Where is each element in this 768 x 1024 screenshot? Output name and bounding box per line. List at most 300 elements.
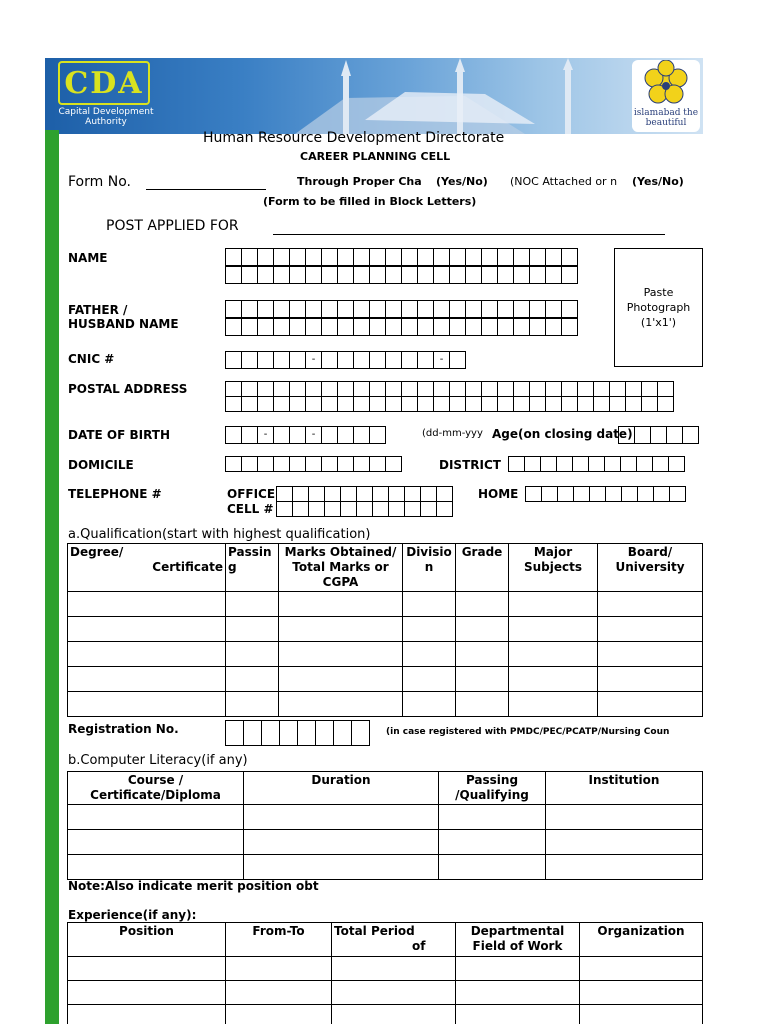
letter-box[interactable] — [449, 318, 466, 336]
letter-box[interactable] — [321, 456, 338, 472]
letter-box[interactable] — [257, 381, 274, 397]
letter-box[interactable] — [588, 456, 605, 472]
letter-box[interactable] — [273, 266, 290, 284]
age-boxes[interactable] — [618, 426, 699, 444]
letter-box[interactable] — [572, 456, 589, 472]
letter-box[interactable] — [241, 266, 258, 284]
letter-box[interactable] — [276, 486, 293, 502]
letter-box[interactable] — [353, 318, 370, 336]
table-cell[interactable] — [403, 617, 456, 642]
photo-box[interactable] — [614, 248, 703, 367]
letter-box[interactable] — [417, 318, 434, 336]
table-cell[interactable] — [598, 692, 703, 717]
table-cell[interactable] — [68, 667, 226, 692]
table-cell[interactable] — [580, 1005, 703, 1024]
letter-box[interactable] — [321, 300, 338, 318]
table-cell[interactable] — [226, 592, 279, 617]
table-cell[interactable] — [68, 957, 226, 981]
letter-box[interactable] — [241, 300, 258, 318]
letter-box[interactable] — [353, 351, 370, 369]
letter-box[interactable] — [337, 381, 354, 397]
letter-box[interactable] — [449, 248, 466, 266]
letter-box[interactable] — [273, 456, 290, 472]
letter-box[interactable] — [637, 486, 654, 502]
letter-box[interactable] — [561, 248, 578, 266]
letter-box[interactable] — [369, 248, 386, 266]
letter-box[interactable] — [273, 300, 290, 318]
letter-box[interactable] — [225, 456, 242, 472]
letter-box[interactable] — [353, 266, 370, 284]
table-cell[interactable] — [332, 981, 456, 1005]
name-boxes-row-2[interactable] — [225, 266, 578, 284]
table-cell[interactable] — [279, 667, 403, 692]
letter-box[interactable] — [449, 351, 466, 369]
letter-box[interactable] — [369, 396, 386, 412]
letter-box[interactable] — [620, 456, 637, 472]
letter-box[interactable] — [634, 426, 651, 444]
letter-box[interactable] — [308, 501, 325, 517]
father-boxes-row-1[interactable] — [225, 300, 578, 318]
letter-box[interactable] — [289, 456, 306, 472]
letter-box[interactable] — [241, 351, 258, 369]
table-cell[interactable] — [509, 642, 598, 667]
table-cell[interactable] — [226, 642, 279, 667]
letter-box[interactable] — [540, 456, 557, 472]
letter-box[interactable] — [337, 248, 354, 266]
table-cell[interactable] — [546, 830, 703, 855]
table-cell[interactable] — [456, 981, 580, 1005]
letter-box[interactable] — [353, 396, 370, 412]
letter-box[interactable] — [321, 318, 338, 336]
letter-box[interactable] — [513, 318, 530, 336]
table-cell[interactable] — [580, 981, 703, 1005]
letter-box[interactable] — [636, 456, 653, 472]
table-cell[interactable] — [546, 855, 703, 880]
letter-box[interactable] — [225, 720, 244, 746]
letter-box[interactable] — [305, 266, 322, 284]
letter-box[interactable] — [449, 300, 466, 318]
letter-box[interactable] — [337, 396, 354, 412]
table-cell[interactable] — [439, 855, 546, 880]
letter-box[interactable] — [404, 486, 421, 502]
table-cell[interactable] — [68, 642, 226, 667]
letter-box[interactable] — [481, 396, 498, 412]
letter-box[interactable] — [388, 486, 405, 502]
table-cell[interactable] — [598, 617, 703, 642]
letter-box[interactable] — [513, 381, 530, 397]
letter-box[interactable] — [372, 501, 389, 517]
letter-box[interactable] — [225, 248, 242, 266]
letter-box[interactable] — [372, 486, 389, 502]
letter-box[interactable] — [276, 501, 293, 517]
letter-box[interactable] — [497, 396, 514, 412]
letter-box[interactable] — [481, 318, 498, 336]
table-cell[interactable] — [68, 1005, 226, 1024]
table-cell[interactable] — [279, 617, 403, 642]
table-cell[interactable] — [509, 592, 598, 617]
letter-box[interactable] — [433, 248, 450, 266]
letter-box[interactable] — [433, 318, 450, 336]
registration-boxes[interactable] — [225, 720, 370, 746]
letter-box[interactable] — [420, 486, 437, 502]
table-cell[interactable] — [332, 957, 456, 981]
letter-box[interactable] — [604, 456, 621, 472]
letter-box[interactable] — [529, 381, 546, 397]
table-cell[interactable] — [332, 1005, 456, 1024]
letter-box[interactable] — [297, 720, 316, 746]
letter-box[interactable] — [353, 248, 370, 266]
letter-box[interactable] — [433, 266, 450, 284]
letter-box[interactable] — [401, 266, 418, 284]
letter-box[interactable] — [257, 248, 274, 266]
letter-box[interactable] — [561, 266, 578, 284]
letter-box[interactable] — [351, 720, 370, 746]
table-cell[interactable] — [403, 667, 456, 692]
letter-box[interactable] — [279, 720, 298, 746]
letter-box[interactable] — [417, 351, 434, 369]
letter-box[interactable] — [388, 501, 405, 517]
letter-box[interactable] — [433, 381, 450, 397]
table-cell[interactable] — [226, 692, 279, 717]
table-cell[interactable] — [456, 642, 509, 667]
letter-box[interactable] — [545, 381, 562, 397]
letter-box[interactable] — [241, 381, 258, 397]
letter-box[interactable] — [308, 486, 325, 502]
letter-box[interactable] — [465, 266, 482, 284]
letter-box[interactable] — [337, 456, 354, 472]
letter-box[interactable] — [257, 456, 274, 472]
letter-box[interactable] — [225, 396, 242, 412]
letter-box[interactable] — [417, 396, 434, 412]
table-cell[interactable] — [403, 642, 456, 667]
letter-box[interactable] — [561, 381, 578, 397]
letter-box[interactable] — [609, 396, 626, 412]
letter-box[interactable] — [385, 456, 402, 472]
letter-box[interactable] — [385, 248, 402, 266]
table-cell[interactable] — [244, 830, 439, 855]
letter-box[interactable] — [333, 720, 352, 746]
letter-box[interactable] — [292, 486, 309, 502]
table-cell[interactable] — [403, 592, 456, 617]
letter-box[interactable] — [529, 396, 546, 412]
domicile-boxes[interactable] — [225, 456, 402, 472]
table-cell[interactable] — [546, 805, 703, 830]
letter-box[interactable] — [449, 266, 466, 284]
letter-box[interactable] — [420, 501, 437, 517]
letter-box[interactable] — [417, 381, 434, 397]
letter-box[interactable] — [497, 318, 514, 336]
table-cell[interactable] — [598, 642, 703, 667]
letter-box[interactable] — [668, 456, 685, 472]
letter-box[interactable] — [337, 266, 354, 284]
letter-box[interactable] — [417, 300, 434, 318]
letter-box[interactable] — [561, 300, 578, 318]
letter-box[interactable] — [289, 396, 306, 412]
letter-box[interactable] — [340, 486, 357, 502]
letter-box[interactable] — [257, 300, 274, 318]
postal-boxes-row-1[interactable] — [225, 381, 674, 397]
table-cell[interactable] — [244, 805, 439, 830]
letter-box[interactable] — [669, 486, 686, 502]
table-cell[interactable] — [598, 592, 703, 617]
letter-box[interactable] — [305, 381, 322, 397]
letter-box[interactable] — [292, 501, 309, 517]
table-cell[interactable] — [279, 642, 403, 667]
letter-box[interactable] — [577, 396, 594, 412]
letter-box[interactable] — [557, 486, 574, 502]
letter-box[interactable] — [650, 426, 667, 444]
letter-box[interactable] — [556, 456, 573, 472]
letter-box[interactable] — [241, 456, 258, 472]
letter-box[interactable] — [481, 381, 498, 397]
letter-box[interactable] — [401, 300, 418, 318]
letter-box[interactable] — [225, 381, 242, 397]
letter-box[interactable] — [324, 501, 341, 517]
letter-box[interactable] — [609, 381, 626, 397]
letter-box[interactable] — [497, 300, 514, 318]
table-cell[interactable] — [244, 855, 439, 880]
letter-box[interactable] — [449, 396, 466, 412]
letter-box[interactable] — [497, 248, 514, 266]
letter-box[interactable] — [337, 426, 354, 444]
letter-box[interactable] — [545, 266, 562, 284]
table-cell[interactable] — [68, 830, 244, 855]
letter-box[interactable] — [541, 486, 558, 502]
letter-box[interactable] — [525, 486, 542, 502]
table-cell[interactable] — [456, 1005, 580, 1024]
letter-box[interactable] — [433, 300, 450, 318]
letter-box[interactable] — [273, 381, 290, 397]
letter-box[interactable] — [385, 396, 402, 412]
letter-box[interactable] — [589, 486, 606, 502]
table-cell[interactable] — [226, 957, 332, 981]
form-no-field[interactable] — [146, 174, 266, 190]
table-cell[interactable] — [439, 805, 546, 830]
letter-box[interactable] — [353, 456, 370, 472]
table-cell[interactable] — [68, 692, 226, 717]
cnic-boxes[interactable] — [225, 351, 466, 369]
letter-box[interactable] — [385, 318, 402, 336]
cell-boxes[interactable] — [276, 501, 453, 517]
table-cell[interactable] — [68, 805, 244, 830]
letter-box[interactable] — [289, 318, 306, 336]
letter-box[interactable] — [653, 486, 670, 502]
letter-box[interactable] — [436, 486, 453, 502]
letter-box[interactable] — [305, 456, 322, 472]
letter-box[interactable] — [225, 426, 242, 444]
letter-box[interactable] — [385, 351, 402, 369]
letter-box[interactable] — [577, 381, 594, 397]
table-cell[interactable] — [456, 692, 509, 717]
dash-box[interactable]: - — [433, 351, 450, 369]
letter-box[interactable] — [225, 266, 242, 284]
letter-box[interactable] — [524, 456, 541, 472]
table-cell[interactable] — [456, 617, 509, 642]
letter-box[interactable] — [305, 318, 322, 336]
letter-box[interactable] — [385, 300, 402, 318]
letter-box[interactable] — [289, 248, 306, 266]
letter-box[interactable] — [321, 266, 338, 284]
letter-box[interactable] — [465, 381, 482, 397]
letter-box[interactable] — [324, 486, 341, 502]
letter-box[interactable] — [436, 501, 453, 517]
letter-box[interactable] — [241, 318, 258, 336]
letter-box[interactable] — [513, 266, 530, 284]
letter-box[interactable] — [481, 248, 498, 266]
letter-box[interactable] — [369, 266, 386, 284]
letter-box[interactable] — [340, 501, 357, 517]
letter-box[interactable] — [545, 300, 562, 318]
letter-box[interactable] — [508, 456, 525, 472]
table-cell[interactable] — [68, 981, 226, 1005]
table-cell[interactable] — [403, 692, 456, 717]
letter-box[interactable] — [353, 300, 370, 318]
letter-box[interactable] — [573, 486, 590, 502]
letter-box[interactable] — [401, 396, 418, 412]
letter-box[interactable] — [369, 318, 386, 336]
letter-box[interactable] — [497, 266, 514, 284]
letter-box[interactable] — [417, 248, 434, 266]
letter-box[interactable] — [225, 300, 242, 318]
letter-box[interactable] — [337, 351, 354, 369]
letter-box[interactable] — [621, 486, 638, 502]
home-boxes[interactable] — [525, 486, 686, 502]
letter-box[interactable] — [593, 381, 610, 397]
post-applied-field[interactable] — [273, 218, 665, 235]
letter-box[interactable] — [625, 381, 642, 397]
district-boxes[interactable] — [508, 456, 685, 472]
letter-box[interactable] — [465, 396, 482, 412]
letter-box[interactable] — [618, 426, 635, 444]
table-cell[interactable] — [68, 855, 244, 880]
table-cell[interactable] — [68, 617, 226, 642]
letter-box[interactable] — [641, 381, 658, 397]
table-cell[interactable] — [456, 957, 580, 981]
table-cell[interactable] — [456, 667, 509, 692]
letter-box[interactable] — [561, 396, 578, 412]
letter-box[interactable] — [353, 426, 370, 444]
letter-box[interactable] — [273, 426, 290, 444]
letter-box[interactable] — [641, 396, 658, 412]
letter-box[interactable] — [682, 426, 699, 444]
letter-box[interactable] — [401, 318, 418, 336]
letter-box[interactable] — [261, 720, 280, 746]
dash-box[interactable]: - — [305, 426, 322, 444]
letter-box[interactable] — [321, 426, 338, 444]
table-cell[interactable] — [226, 1005, 332, 1024]
letter-box[interactable] — [337, 300, 354, 318]
letter-box[interactable] — [305, 300, 322, 318]
letter-box[interactable] — [513, 248, 530, 266]
letter-box[interactable] — [241, 396, 258, 412]
letter-box[interactable] — [257, 351, 274, 369]
letter-box[interactable] — [225, 318, 242, 336]
letter-box[interactable] — [513, 300, 530, 318]
letter-box[interactable] — [433, 396, 450, 412]
letter-box[interactable] — [243, 720, 262, 746]
letter-box[interactable] — [369, 426, 386, 444]
table-cell[interactable] — [279, 692, 403, 717]
letter-box[interactable] — [273, 396, 290, 412]
letter-box[interactable] — [529, 318, 546, 336]
table-cell[interactable] — [509, 667, 598, 692]
letter-box[interactable] — [353, 381, 370, 397]
letter-box[interactable] — [321, 396, 338, 412]
letter-box[interactable] — [545, 396, 562, 412]
letter-box[interactable] — [652, 456, 669, 472]
letter-box[interactable] — [289, 426, 306, 444]
letter-box[interactable] — [289, 300, 306, 318]
father-boxes-row-2[interactable] — [225, 318, 578, 336]
letter-box[interactable] — [273, 248, 290, 266]
letter-box[interactable] — [545, 318, 562, 336]
dash-box[interactable]: - — [305, 351, 322, 369]
letter-box[interactable] — [241, 248, 258, 266]
letter-box[interactable] — [449, 381, 466, 397]
letter-box[interactable] — [305, 248, 322, 266]
letter-box[interactable] — [273, 318, 290, 336]
letter-box[interactable] — [529, 248, 546, 266]
letter-box[interactable] — [289, 266, 306, 284]
letter-box[interactable] — [401, 381, 418, 397]
letter-box[interactable] — [465, 318, 482, 336]
letter-box[interactable] — [321, 351, 338, 369]
letter-box[interactable] — [465, 300, 482, 318]
table-cell[interactable] — [226, 667, 279, 692]
table-cell[interactable] — [509, 617, 598, 642]
letter-box[interactable] — [545, 248, 562, 266]
letter-box[interactable] — [465, 248, 482, 266]
letter-box[interactable] — [529, 266, 546, 284]
letter-box[interactable] — [356, 501, 373, 517]
letter-box[interactable] — [369, 381, 386, 397]
postal-boxes-row-2[interactable] — [225, 396, 674, 412]
table-cell[interactable] — [279, 592, 403, 617]
table-cell[interactable] — [439, 830, 546, 855]
letter-box[interactable] — [497, 381, 514, 397]
letter-box[interactable] — [257, 396, 274, 412]
letter-box[interactable] — [529, 300, 546, 318]
table-cell[interactable] — [68, 592, 226, 617]
letter-box[interactable] — [257, 318, 274, 336]
dob-boxes[interactable] — [225, 426, 386, 444]
table-cell[interactable] — [456, 592, 509, 617]
table-cell[interactable] — [598, 667, 703, 692]
table-cell[interactable] — [226, 617, 279, 642]
letter-box[interactable] — [417, 266, 434, 284]
letter-box[interactable] — [401, 248, 418, 266]
letter-box[interactable] — [513, 396, 530, 412]
letter-box[interactable] — [289, 381, 306, 397]
letter-box[interactable] — [321, 381, 338, 397]
letter-box[interactable] — [657, 381, 674, 397]
letter-box[interactable] — [404, 501, 421, 517]
letter-box[interactable] — [385, 381, 402, 397]
dash-box[interactable]: - — [257, 426, 274, 444]
letter-box[interactable] — [481, 300, 498, 318]
letter-box[interactable] — [315, 720, 334, 746]
letter-box[interactable] — [305, 396, 322, 412]
letter-box[interactable] — [481, 266, 498, 284]
letter-box[interactable] — [369, 351, 386, 369]
table-cell[interactable] — [580, 957, 703, 981]
letter-box[interactable] — [385, 266, 402, 284]
letter-box[interactable] — [241, 426, 258, 444]
letter-box[interactable] — [593, 396, 610, 412]
letter-box[interactable] — [369, 300, 386, 318]
name-boxes-row-1[interactable] — [225, 248, 578, 266]
office-boxes[interactable] — [276, 486, 453, 502]
